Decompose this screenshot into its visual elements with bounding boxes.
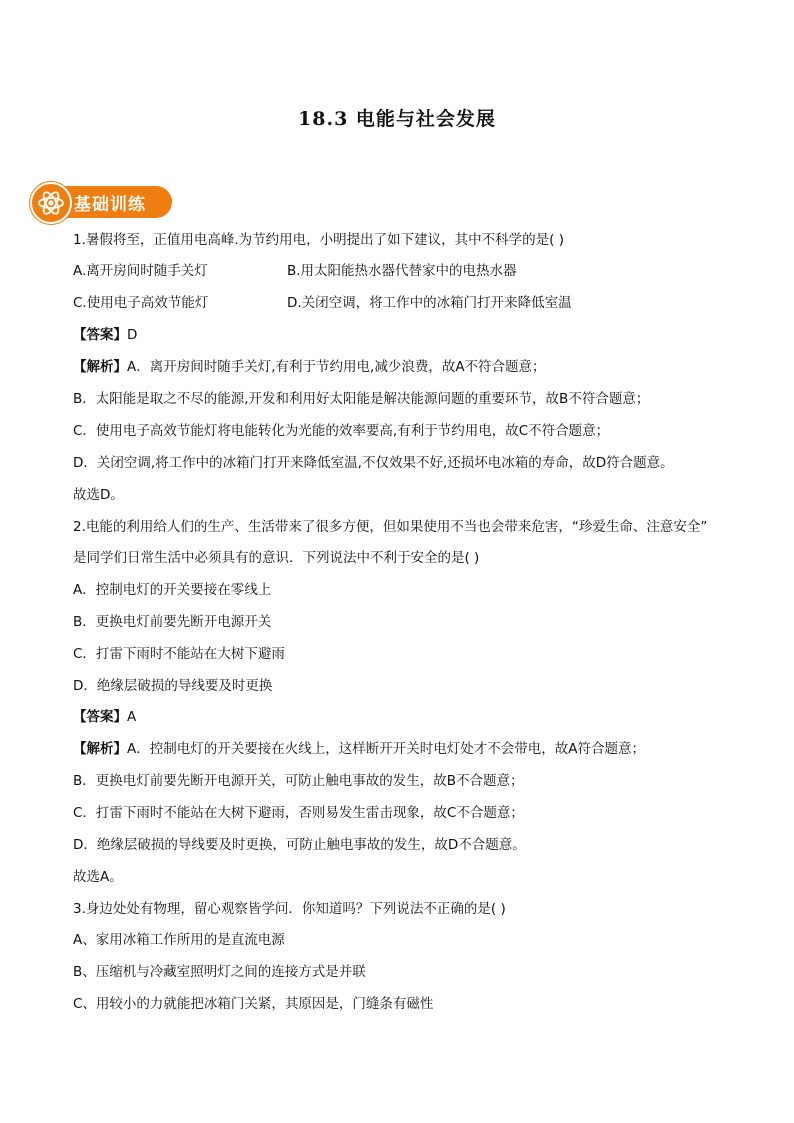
q1-option-c: C.使用电子高效节能灯 [73, 295, 209, 311]
q1-analysis-a [73, 358, 546, 376]
page-title: 18.3 电能与社会发展 [298, 108, 496, 130]
analysis-text: A．控制电灯的开关要接在火线上，这样断开开关时电灯处才不会带电，故A符合题意； [127, 741, 645, 757]
q3-stem: 3.身边处处有物理，留心观察皆学问．你知道吗？下列说法不正确的是( ) [73, 901, 506, 917]
q2-analysis-b: B．更换电灯前要先断开电源开关，可防止触电事故的发生，故B不合题意； [73, 773, 524, 789]
q1-analysis-c: C．使用电子高效节能灯将电能转化为光能的效率要高,有利于节约用电，故C不符合题意； [73, 423, 610, 439]
section-header [30, 182, 172, 220]
q1-answer [73, 326, 137, 344]
q1-stem: 1.暑假将至，正值用电高峰.为节约用电，小明提出了如下建议，其中不科学的是( ) [73, 232, 564, 248]
q2-analysis-d: D．绝缘层破损的导线要及时更换，可防止触电事故的发生，故D不合题意。 [73, 837, 526, 853]
section-label: 基础训练 [74, 195, 146, 215]
answer-value: D [127, 327, 138, 343]
q2-option-b: B．更换电灯前要先断开电源开关 [73, 614, 272, 630]
q2-option-a: A．控制电灯的开关要接在零线上 [73, 582, 272, 598]
answer-tag: 【答案】 [73, 709, 127, 725]
analysis-tag: 【解析】 [73, 741, 127, 757]
q1-conclusion: 故选D。 [73, 487, 124, 503]
q1-analysis-b: B．太阳能是取之不尽的能源,开发和利用好太阳能是解决能源问题的重要环节，故B不符合题意； [73, 391, 650, 407]
q3-option-a: A、家用冰箱工作所用的是直流电源 [73, 932, 285, 948]
q2-option-d: D．绝缘层破损的导线要及时更换 [73, 678, 273, 694]
q2-answer [73, 708, 136, 726]
q1-option-d: D.关闭空调，将工作中的冰箱门打开来降低室温 [287, 295, 572, 311]
analysis-tag: 【解析】 [73, 359, 127, 375]
q3-option-b: B、压缩机与冷藏室照明灯之间的连接方式是并联 [73, 964, 366, 980]
q2-stem-line1: 2.电能的利用给人们的生产、生活带来了很多方便，但如果使用不当也会带来危害，“珍爱生命、注意安全” [73, 519, 708, 535]
answer-value: A [127, 709, 137, 725]
q2-option-c: C．打雷下雨时不能站在大树下避雨 [73, 646, 285, 662]
q1-option-b: B.用太阳能热水器代替家中的电热水器 [287, 263, 517, 279]
q1-analysis-d: D．关闭空调,将工作中的冰箱门打开来降低室温,不仅效果不好,还损坏电冰箱的寿命，故D符合题意。 [73, 455, 674, 471]
q3-option-c: C、用较小的力就能把冰箱门关紧，其原因是，门缝条有磁性 [73, 996, 434, 1012]
q2-stem-line2: 是同学们日常生活中必须具有的意识．下列说法中不利于安全的是( ) [73, 550, 480, 566]
q2-conclusion: 故选A。 [73, 869, 123, 885]
atom-icon [30, 182, 72, 224]
analysis-text: A．离开房间时随手关灯,有利于节约用电,减少浪费，故A不符合题意； [127, 359, 546, 375]
q1-option-a: A.离开房间时随手关灯 [73, 263, 208, 279]
answer-tag: 【答案】 [73, 327, 127, 343]
q2-analysis-a [73, 740, 645, 758]
q2-analysis-c: C．打雷下雨时不能站在大树下避雨，否则易发生雷击现象，故C不合题意； [73, 805, 524, 821]
